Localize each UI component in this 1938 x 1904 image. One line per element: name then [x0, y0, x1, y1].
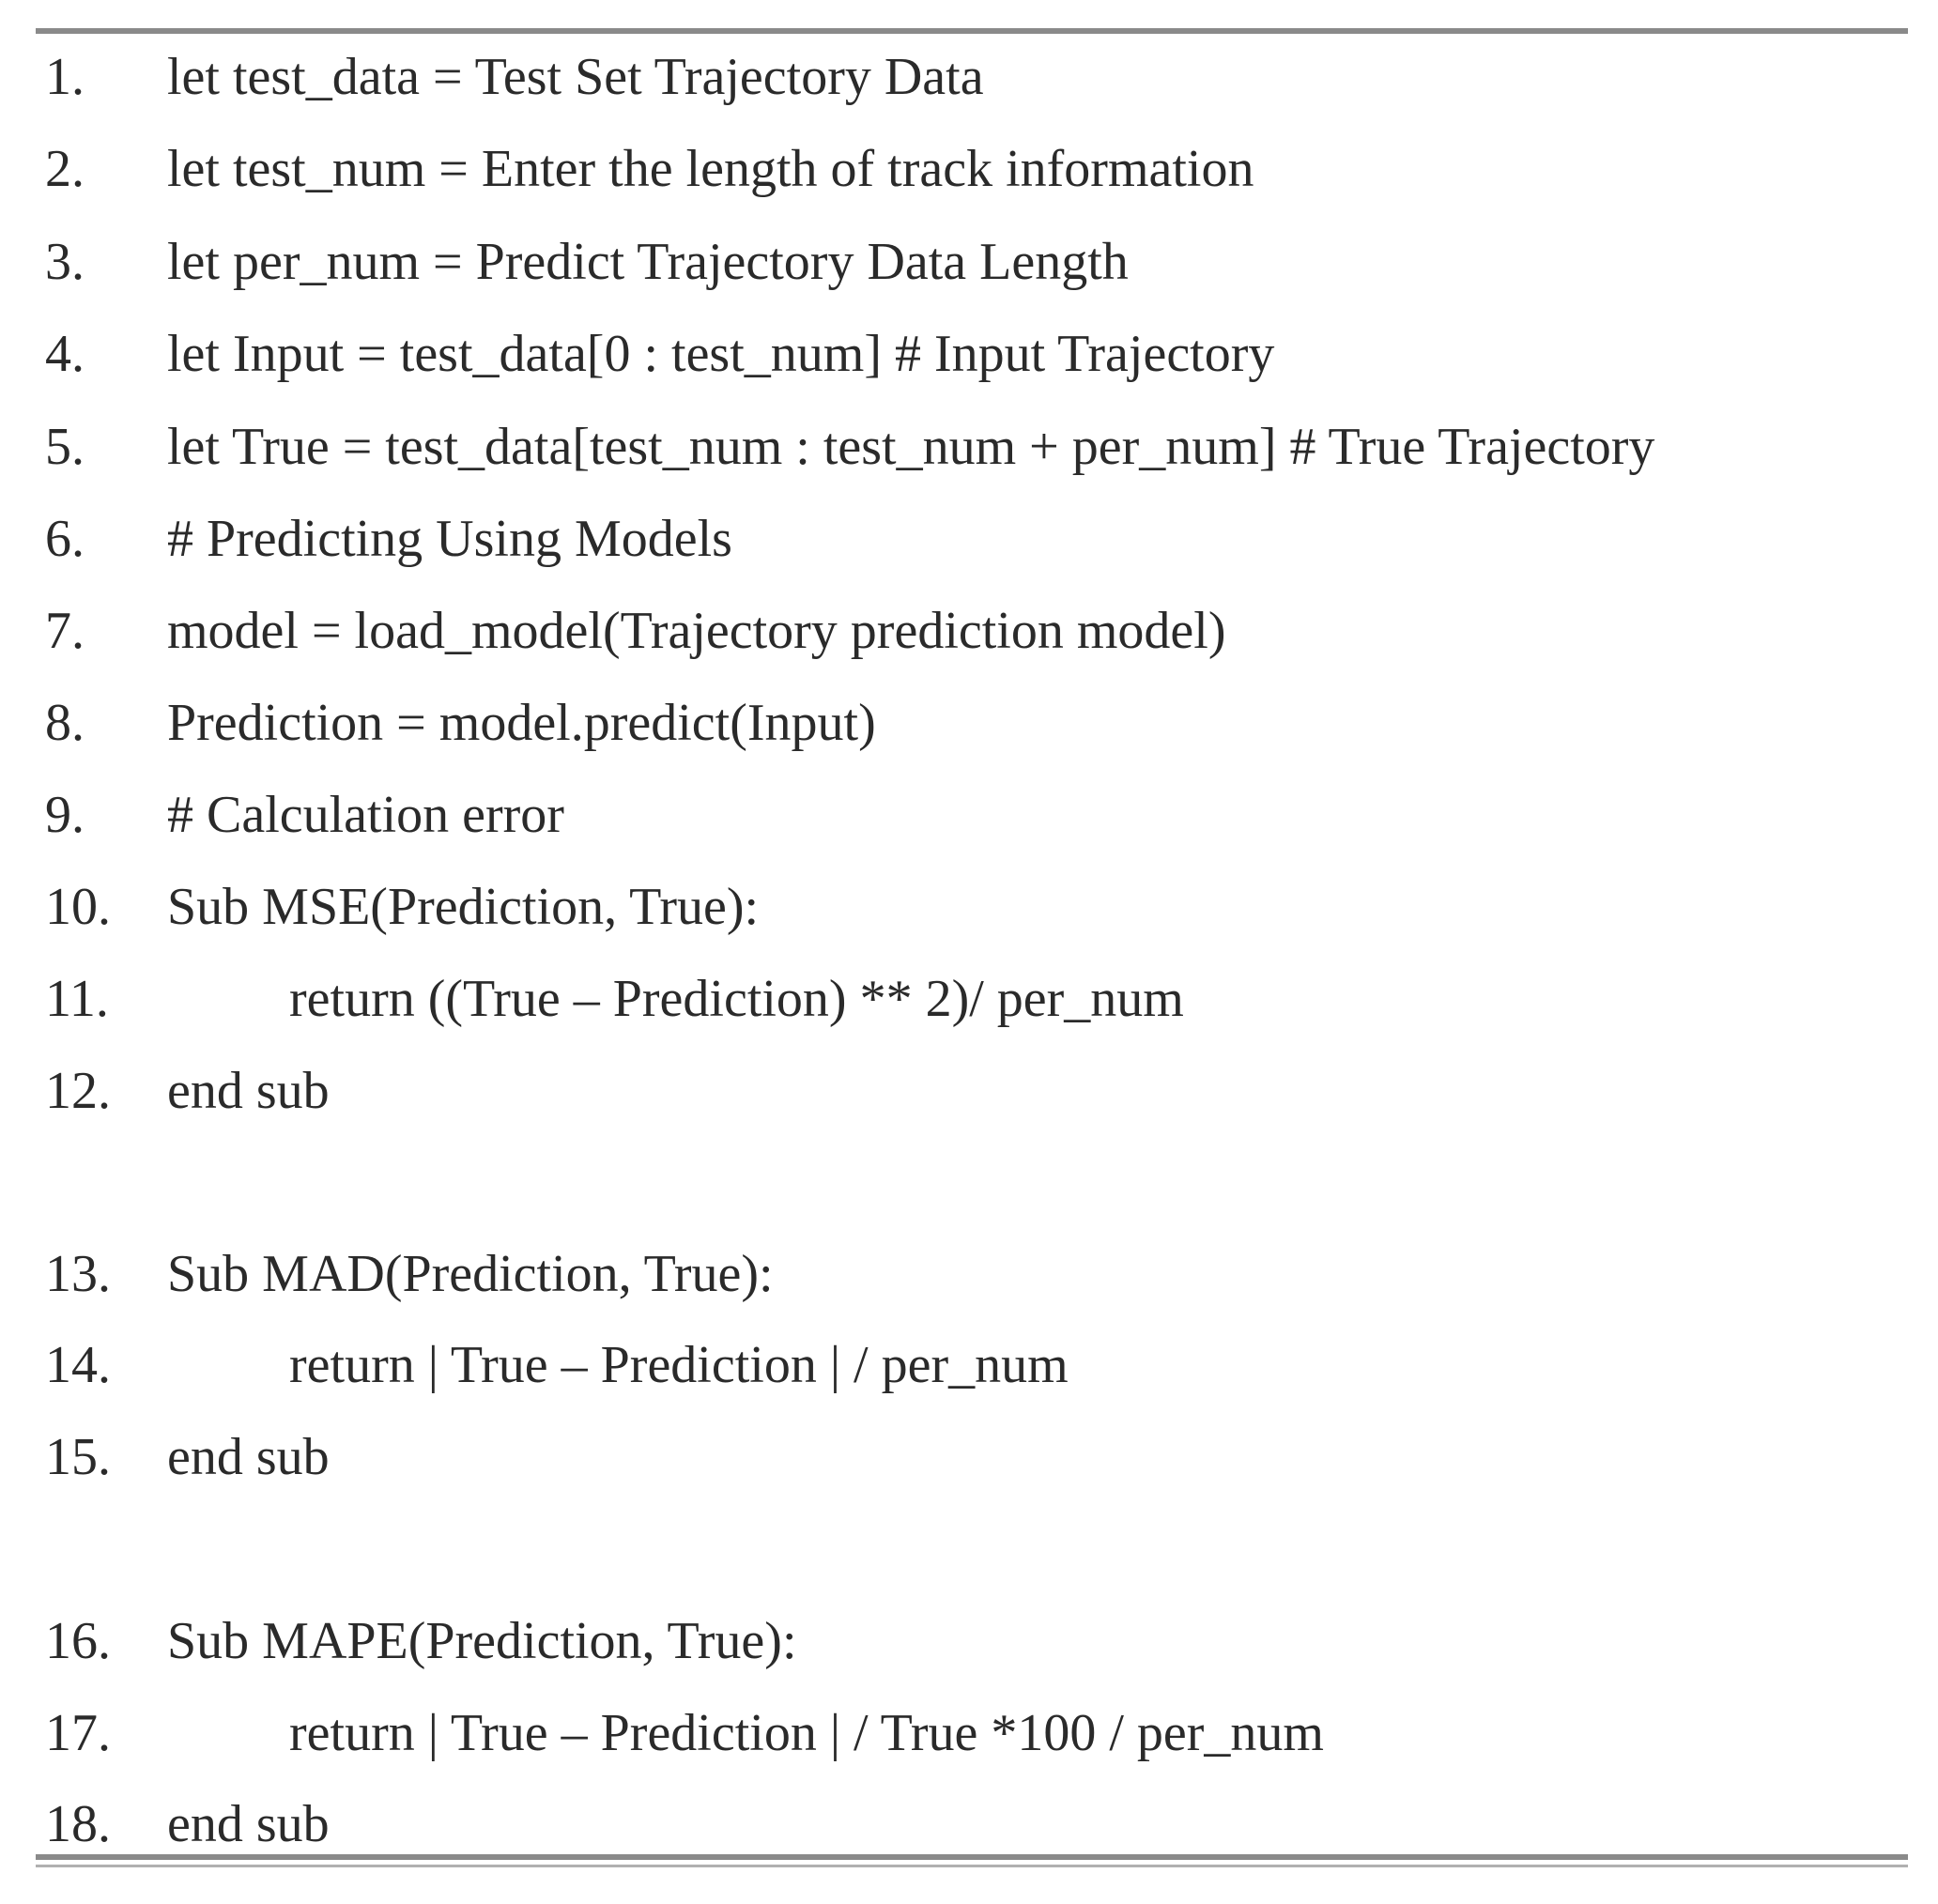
line-code: end sub — [167, 1062, 330, 1120]
line-number: 5. — [45, 418, 85, 476]
line-code: return | True – Prediction | / per_num — [289, 1336, 1069, 1394]
code-line — [0, 1053, 1938, 1129]
line-number: 8. — [45, 694, 85, 752]
code-line — [0, 131, 1938, 207]
code-line — [0, 316, 1938, 392]
line-number: 9. — [45, 786, 85, 844]
line-code: let per_num = Predict Trajectory Data Length — [167, 233, 1129, 291]
code-line — [0, 1420, 1938, 1495]
bottom-rule — [36, 1854, 1908, 1860]
line-number: 18. — [45, 1795, 111, 1853]
line-code: Sub MAPE(Prediction, True): — [167, 1612, 797, 1670]
line-number: 3. — [45, 233, 85, 291]
line-code: end sub — [167, 1428, 330, 1486]
code-line — [0, 224, 1938, 299]
code-line — [0, 1604, 1938, 1679]
code-line — [0, 777, 1938, 852]
line-code: # Calculation error — [167, 786, 564, 844]
line-number: 15. — [45, 1428, 111, 1486]
line-number: 12. — [45, 1062, 111, 1120]
code-line — [0, 1787, 1938, 1862]
code-line — [0, 1696, 1938, 1771]
line-number: 10. — [45, 878, 111, 936]
line-code: Sub MAD(Prediction, True): — [167, 1245, 774, 1303]
line-code: let Input = test_data[0 : test_num] # Input Trajectory — [167, 325, 1275, 383]
line-code: return ((True – Prediction) ** 2)/ per_num — [289, 970, 1184, 1028]
line-number: 6. — [45, 510, 85, 568]
line-code: return | True – Prediction | / True *100 / per_num — [289, 1704, 1324, 1762]
line-code: model = load_model(Trajectory prediction model) — [167, 602, 1226, 660]
line-code: end sub — [167, 1795, 330, 1853]
line-code: Sub MSE(Prediction, True): — [167, 878, 760, 936]
line-number: 14. — [45, 1336, 111, 1394]
code-line — [0, 409, 1938, 484]
code-line — [0, 961, 1938, 1036]
line-code: let test_num = Enter the length of track information — [167, 140, 1254, 198]
code-line — [0, 869, 1938, 944]
line-number: 7. — [45, 602, 85, 660]
line-code: # Predicting Using Models — [167, 510, 732, 568]
code-line — [0, 501, 1938, 576]
line-code: Prediction = model.predict(Input) — [167, 694, 876, 752]
code-line — [0, 1236, 1938, 1312]
line-number: 17. — [45, 1704, 111, 1762]
line-code: let test_data = Test Set Trajectory Data — [167, 48, 984, 106]
code-line — [0, 1328, 1938, 1403]
line-number: 1. — [45, 48, 85, 106]
code-line — [0, 593, 1938, 668]
line-number: 2. — [45, 140, 85, 198]
line-number: 13. — [45, 1245, 111, 1303]
bottom-rule-thin — [36, 1865, 1908, 1867]
code-line — [0, 39, 1938, 115]
line-number: 4. — [45, 325, 85, 383]
line-number: 11. — [45, 970, 109, 1028]
line-code: let True = test_data[test_num : test_num + per_num] # True Trajectory — [167, 418, 1655, 476]
line-number: 16. — [45, 1612, 111, 1670]
code-line — [0, 685, 1938, 760]
top-rule — [36, 28, 1908, 34]
